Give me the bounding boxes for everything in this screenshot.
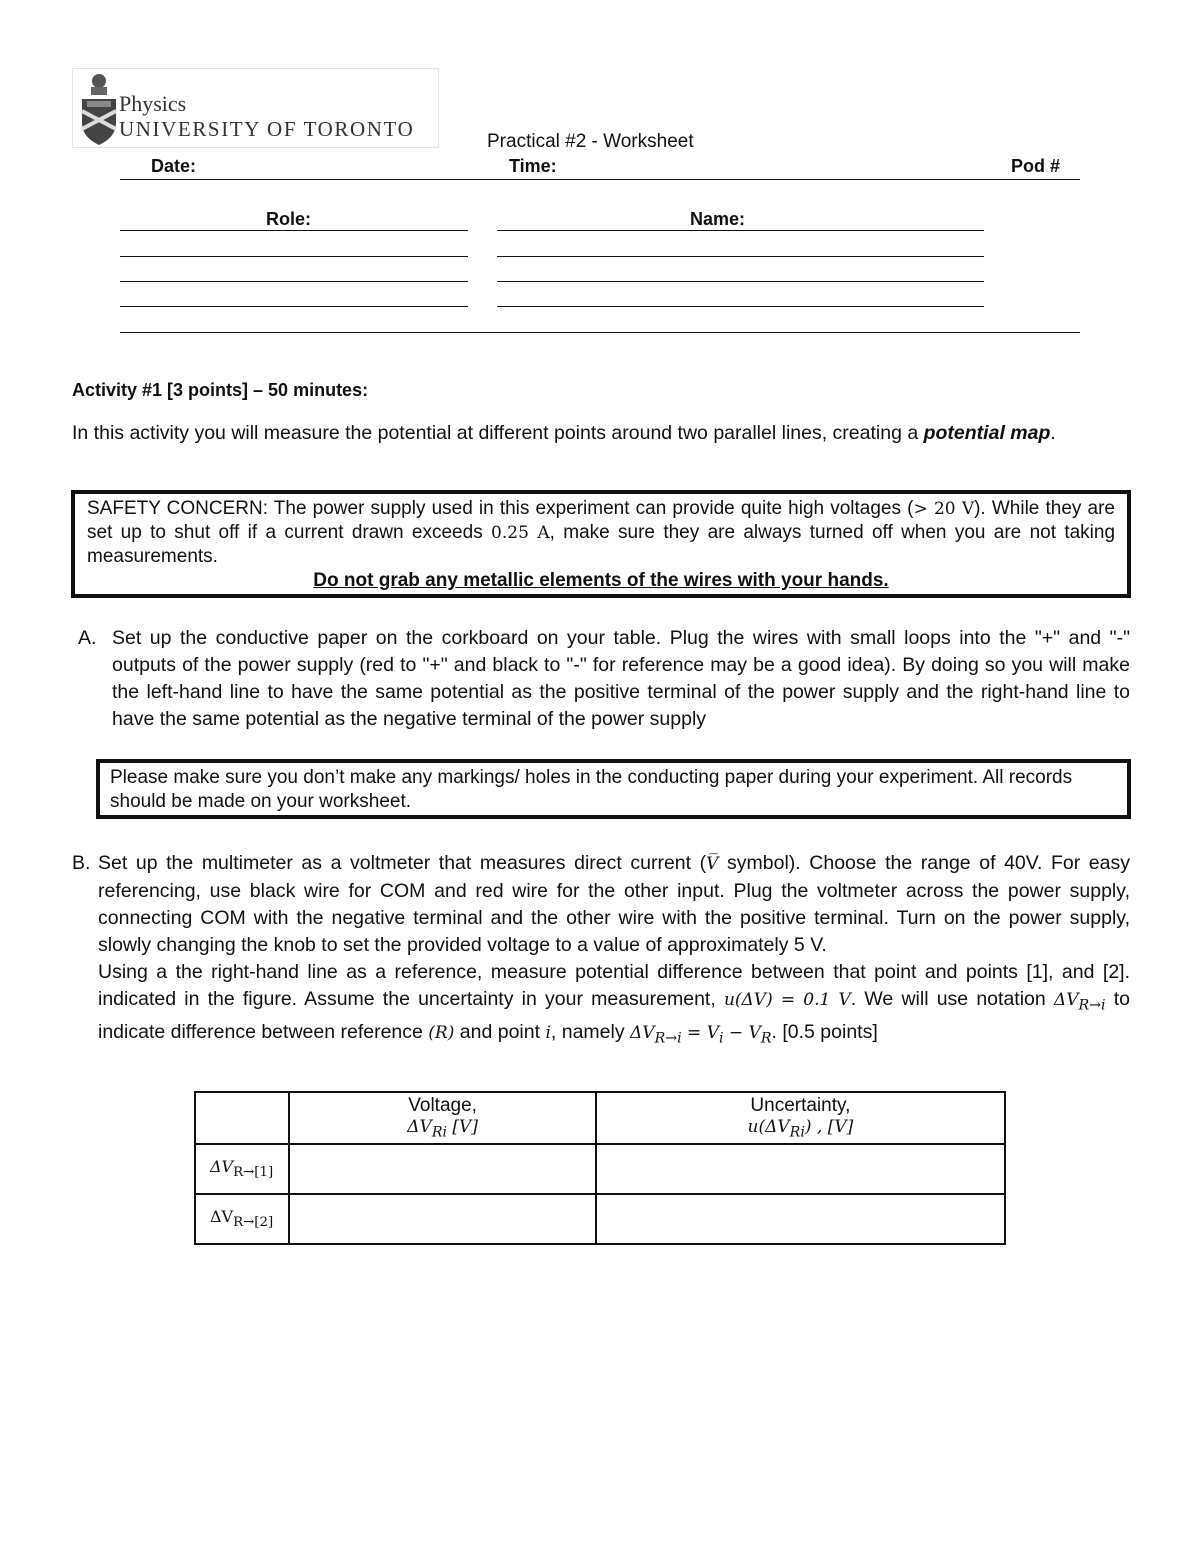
- name-line-4[interactable]: [497, 306, 984, 307]
- activity-heading: Activity #1 [3 points] – 50 minutes:: [72, 380, 369, 400]
- safety-current-value: 0.25 A: [491, 523, 550, 543]
- logo-university-text: UNIVERSITY OF TORONTO: [119, 117, 415, 141]
- step-b-p2-reference-text: to indicate difference between reference: [98, 988, 1130, 1044]
- table-row: [195, 1144, 1005, 1194]
- step-b-paragraph-1: [98, 850, 1130, 959]
- voltage-cell-point-2[interactable]: [289, 1194, 595, 1244]
- row2-symbol: ΔV: [210, 1207, 234, 1227]
- activity-intro-emphasis: potential map: [923, 422, 1051, 444]
- safety-text-1: SAFETY CONCERN: The power supply used in this experiment can provide quite high voltages (: [87, 498, 914, 519]
- step-b-p1-start: Set up the multimeter as a voltmeter that measures direct current (: [98, 852, 707, 874]
- step-b-p2-namely: , namely: [550, 1021, 625, 1044]
- role-line-2[interactable]: [120, 256, 468, 257]
- pod-label: Pod #: [1011, 156, 1061, 176]
- name-line-3[interactable]: [497, 281, 984, 282]
- table-corner-cell: [195, 1092, 289, 1144]
- point-symbol: i: [545, 1023, 551, 1044]
- voltage-header-sub: Ri: [431, 1124, 447, 1141]
- uncertainty-column-header: [596, 1092, 1005, 1144]
- row-label-point-2: [195, 1194, 289, 1244]
- activity-intro-end: .: [1050, 422, 1056, 444]
- uncertainty-header-sub: Ri: [789, 1124, 805, 1141]
- worksheet-title: Practical #2 - Worksheet: [487, 131, 694, 152]
- row-label-point-1: [195, 1144, 289, 1194]
- logo-physics-text: Physics: [119, 91, 187, 116]
- name-label: Name:: [690, 209, 746, 229]
- header-rule: [120, 179, 1080, 180]
- voltage-cell-point-1[interactable]: [289, 1144, 595, 1194]
- coat-of-arms-icon: [79, 71, 119, 147]
- role-line-3[interactable]: [120, 281, 468, 282]
- name-line-1[interactable]: [497, 230, 984, 231]
- equation-vr: − V: [728, 1023, 761, 1044]
- row2-sub: R→[2]: [233, 1215, 274, 1231]
- notation-formula: [1053, 990, 1106, 1014]
- step-b-paragraph-2: [98, 959, 1130, 1053]
- uncertainty-header-unit: ) , [V]: [804, 1117, 854, 1137]
- notice-text: Please make sure you don’t make any markings/ holes in the conducting paper during your experiment. All records should be made on your worksheet.: [110, 767, 1073, 812]
- activity-intro-text: In this activity you will measure the potential at different points around two parallel lines, creating a: [72, 422, 919, 444]
- voltage-column-header: [289, 1092, 595, 1144]
- date-label: Date:: [151, 156, 197, 176]
- uncertainty-formula: u(ΔV) = 0.1 V: [723, 990, 851, 1010]
- safety-concern-text: [87, 497, 1115, 569]
- step-b-p1-rest: symbol). Choose the range of 40V. For easy referencing, use black wire for COM and red wire for the other input. Plug the voltmeter across the power supply, connecting COM with the negative terminal and the other wire with the positive terminal. Turn on the power supply, slowly changing the knob to set the provided voltage to a value of approximately 5 V.: [98, 852, 1130, 956]
- step-b-p2-start: Using a the right-hand line as a reference, measure potential difference between that point and points [1], and [2]. indicated in the figure. Assume the uncertainty in your measurement,: [98, 961, 1130, 1010]
- voltage-header-unit: [V]: [452, 1117, 478, 1137]
- role-line-4[interactable]: [120, 306, 468, 307]
- equation-vi-sub: i: [718, 1030, 724, 1047]
- role-label: Role:: [266, 209, 311, 229]
- uncertainty-cell-point-1[interactable]: [596, 1144, 1005, 1194]
- notice-box: [96, 759, 1131, 819]
- safety-warning: Do not grab any metallic elements of the wires with your hands.: [313, 570, 889, 591]
- time-label: Time:: [509, 156, 557, 176]
- row1-sub: R→[1]: [233, 1165, 274, 1181]
- step-b-p2-point-text: and point: [459, 1021, 541, 1044]
- equation-lhs-sub: R→i: [654, 1030, 682, 1047]
- results-table: [194, 1091, 1006, 1245]
- name-line-2[interactable]: [497, 256, 984, 257]
- step-b-marker: B.: [72, 852, 91, 874]
- voltage-header-label: Voltage,: [408, 1095, 477, 1116]
- university-logo: [72, 68, 439, 148]
- notation-subscript: R→i: [1078, 997, 1106, 1014]
- step-b-p2-points: . [0.5 points]: [771, 1021, 878, 1044]
- step-a-marker: A.: [78, 627, 97, 649]
- activity-intro: [72, 420, 1132, 447]
- notation-delta-v: ΔV: [1053, 990, 1079, 1010]
- dc-voltage-symbol: V̅: [706, 854, 719, 874]
- table-header-row: [195, 1092, 1005, 1144]
- reference-symbol: (R): [428, 1023, 455, 1044]
- safety-voltage-value: > 20 V: [913, 499, 975, 519]
- step-b-p2-notation-intro: . We will use notation: [850, 988, 1046, 1010]
- safety-concern-box: [71, 490, 1131, 598]
- difference-equation: [630, 1023, 772, 1047]
- table-row: [195, 1194, 1005, 1244]
- equation-lhs: ΔV: [630, 1023, 655, 1044]
- uncertainty-cell-point-2[interactable]: [596, 1194, 1005, 1244]
- step-a-text: Set up the conductive paper on the corkboard on your table. Plug the wires with small loops into the "+" and "-" outputs of the power supply (red to "+" and black to "-" for reference may be a good idea). By doing so you will make the left-hand line to have the same potential as the positive terminal of the power supply and the right-hand line to have the same potential as the negative terminal of the power supply: [112, 627, 1130, 730]
- role-line-1[interactable]: [120, 230, 468, 231]
- safety-text-3: , make sure they are always turned off when you are not taking measurements.: [87, 522, 1116, 567]
- safety-text-2: ). While they are set up to shut off if a current drawn exceeds: [87, 498, 1115, 543]
- equation-vr-sub: R: [760, 1030, 772, 1047]
- uncertainty-header-label: Uncertainty,: [750, 1095, 851, 1116]
- voltage-header-symbol: ΔV: [407, 1117, 432, 1137]
- equation-vi: = V: [687, 1023, 719, 1044]
- uncertainty-header-symbol: u(ΔV: [747, 1117, 790, 1137]
- step-b-text: [98, 850, 1130, 1053]
- roster-bottom-rule: [120, 332, 1080, 333]
- row1-symbol: ΔV: [210, 1157, 234, 1177]
